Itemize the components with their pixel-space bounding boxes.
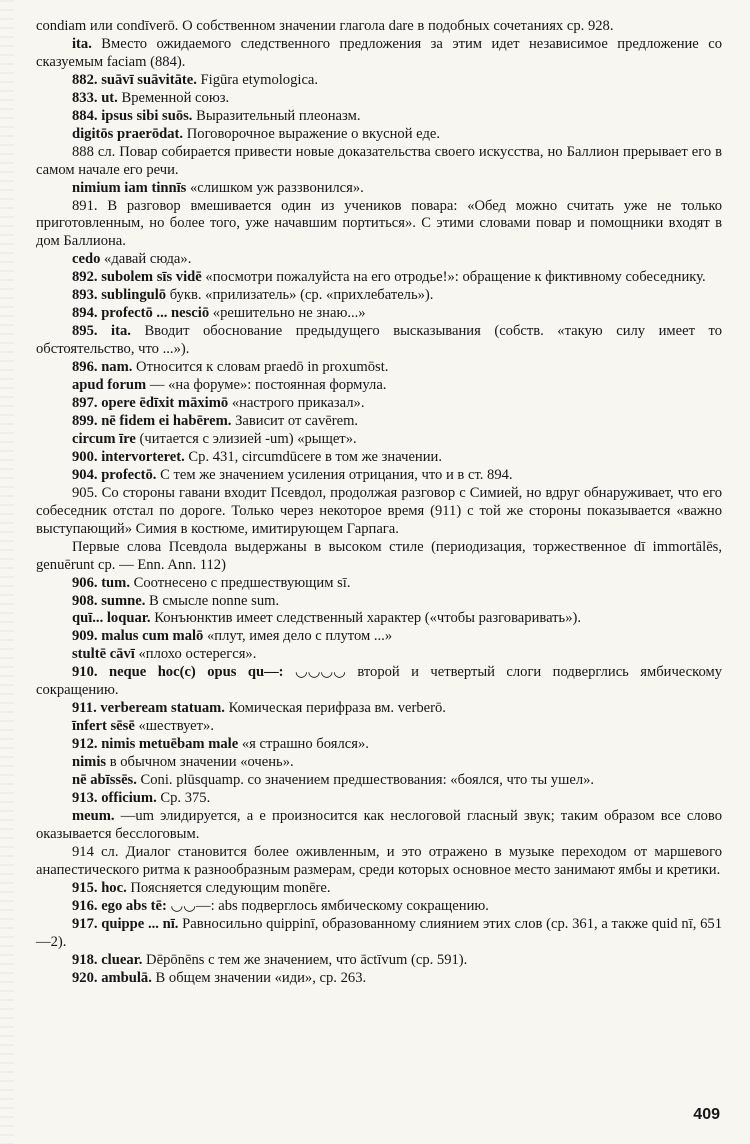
commentary-paragraph: [36, 467, 722, 485]
commentary-text-span: «плохо остерегся».: [134, 646, 257, 663]
commentary-paragraph: [36, 646, 722, 664]
commentary-text-span: Ср. 375.: [156, 789, 211, 806]
commentary-text-span: «плут, имея дело с плутом ...»: [203, 628, 393, 645]
commentary-paragraph: [36, 736, 722, 754]
commentary-paragraph: [36, 610, 722, 628]
lemma-term: cedo: [72, 251, 101, 268]
lemma-term: 884. ipsus sibi suōs.: [72, 107, 193, 124]
lemma-term: 918. cluear.: [72, 951, 143, 968]
lemma-term: 912. nimis metuēbam male: [72, 736, 239, 753]
lemma-term: 897. opere ēdīxit māximō: [72, 395, 229, 412]
commentary-text-span: Первые слова Псевдола выдержаны в высоком стиле (периодизация, торжественное dī immortālēs, genuērunt ср. — Enn. Ann. 112): [36, 538, 722, 573]
lemma-term: quī... loquar.: [72, 610, 151, 627]
commentary-text-span: «я страшно боялся».: [238, 736, 369, 753]
commentary-text-span: Вводит обоснование предыдущего высказывания (собств. «такую силу имеет то обстоятельство, что ...»).: [36, 323, 722, 358]
lemma-term: stultē cāvī: [72, 646, 135, 663]
commentary-paragraph: [36, 844, 722, 880]
commentary-paragraph: [36, 916, 722, 952]
lemma-term: 899. nē fidem ei habērem.: [72, 412, 232, 429]
lemma-term: apud forum: [72, 377, 147, 394]
commentary-text-span: В смысле nonne sum.: [145, 592, 280, 609]
lemma-term: 910. neque hoc(c) opus qu—:: [72, 664, 284, 681]
commentary-text-span: Вместо ожидаемого следственного предложения за этим идет независимое предложение со сказуемым faciam (884).: [36, 35, 722, 70]
commentary-paragraph: [36, 359, 722, 377]
commentary-text-span: —um элидируется, а е произносится как неслоговой гласный звук; таким образом все слово оказывается бесслоговым.: [36, 807, 722, 842]
commentary-paragraph: [36, 413, 722, 431]
commentary-text-span: 905. Со стороны гавани входит Псевдол, продолжая разговор с Симией, но вдруг обнаруживает, что его собеседник отстал по дороге. Только через некоторое время (911) с той же стороны показывается «важно выступающий» Симия в костюме, имитирующем Гарпага.: [36, 484, 722, 537]
lemma-term: 916. ego abs tē:: [72, 897, 167, 914]
commentary-text-span: Соотнесено с предшествующим sī.: [129, 574, 351, 591]
commentary-paragraph: [36, 539, 722, 575]
commentary-paragraph: [36, 700, 722, 718]
lemma-term: 892. subolem sīs vidē: [72, 269, 202, 286]
lemma-term: 900. intervorteret.: [72, 448, 185, 465]
commentary-paragraph: [36, 287, 722, 305]
lemma-term: 833. ut.: [72, 89, 118, 106]
commentary-text-span: (читается с элизией -um) «рыщет».: [135, 430, 357, 447]
commentary-text-span: «посмотри пожалуйста на его отродье!»: обращение к фиктивному собеседнику.: [201, 269, 706, 286]
commentary-text-span: «слишком уж раззвонился».: [186, 179, 364, 196]
commentary-paragraph: [36, 18, 722, 36]
commentary-paragraph: [36, 305, 722, 323]
commentary-paragraph: [36, 754, 722, 772]
commentary-text-span: «решительно не знаю...»: [209, 305, 366, 322]
lemma-term: 904. profectō.: [72, 466, 157, 483]
commentary-paragraph: [36, 251, 722, 269]
lemma-term: 917. quippe ... nī.: [72, 915, 179, 932]
lemma-term: nē abīssēs.: [72, 772, 137, 789]
commentary-paragraph: [36, 664, 722, 700]
commentary-paragraph: [36, 772, 722, 790]
commentary-paragraph: [36, 808, 722, 844]
commentary-text-span: ◡◡—: abs подверглось ямбическому сокращению.: [166, 897, 489, 914]
lemma-term: 908. sumne.: [72, 592, 146, 609]
commentary-text-span: Ср. 431, circumdūcere в том же значении.: [184, 448, 443, 465]
lemma-term: 893. sublingulō: [72, 287, 167, 304]
commentary-paragraph: [36, 593, 722, 611]
commentary-paragraph: [36, 144, 722, 180]
commentary-paragraph: [36, 898, 722, 916]
commentary-paragraph: [36, 126, 722, 144]
commentary-text: [36, 18, 722, 987]
commentary-paragraph: [36, 952, 722, 970]
commentary-paragraph: [36, 970, 722, 988]
commentary-text-span: Поговорочное выражение о вкусной еде.: [183, 125, 441, 142]
commentary-paragraph: [36, 180, 722, 198]
lemma-term: 920. ambulā.: [72, 969, 152, 986]
commentary-paragraph: [36, 36, 722, 72]
commentary-paragraph: [36, 323, 722, 359]
lemma-term: meum.: [72, 807, 115, 824]
commentary-text-span: Зависит от cavērem.: [231, 412, 359, 429]
commentary-text-span: 888 сл. Повар собирается привести новые доказательства своего искусства, но Баллион прерывает его в самом начале его речи.: [36, 143, 722, 178]
commentary-paragraph: [36, 108, 722, 126]
commentary-paragraph: [36, 575, 722, 593]
commentary-text-span: Относится к словам praedō in proxumōst.: [132, 359, 389, 376]
lemma-term: 896. nam.: [72, 359, 133, 376]
lemma-term: nimium iam tinnīs: [72, 179, 187, 196]
lemma-term: 895. ita.: [72, 323, 131, 340]
commentary-paragraph: [36, 395, 722, 413]
commentary-paragraph: [36, 628, 722, 646]
commentary-text-span: С тем же значением усиления отрицания, что и в ст. 894.: [156, 466, 513, 483]
margin-specks: [0, 0, 14, 1144]
commentary-text-span: Комическая перифраза вм. verberō.: [224, 700, 446, 717]
commentary-text-span: в обычном значении «очень».: [106, 754, 294, 771]
lemma-term: 882. suāvī suāvitāte.: [72, 71, 197, 88]
page-number: 409: [693, 1106, 720, 1123]
lemma-term: nimis: [72, 754, 107, 771]
commentary-text-span: 914 сл. Диалог становится более оживленным, и это отражено в музыке переходом от маршевого анапестического ритма к разнообразным размерам, среди которых основное место занимают ямбы и кретики.: [36, 843, 722, 878]
commentary-paragraph: [36, 485, 722, 539]
commentary-text-span: Временной союз.: [117, 89, 230, 106]
commentary-text-span: Конъюнктив имеет следственный характер («чтобы разговаривать»).: [150, 610, 582, 627]
commentary-paragraph: [36, 880, 722, 898]
commentary-text-span: Dēpōnēns с тем же значением, что āctīvum (ср. 591).: [142, 951, 468, 968]
commentary-paragraph: [36, 718, 722, 736]
lemma-term: 894. profectō ... nesciō: [72, 305, 210, 322]
lemma-term: 911. verbeream statuam.: [72, 700, 225, 717]
commentary-text-span: Равносильно quippinī, образованному слиянием этих слов (ср. 361, а также quid nī, 651—2).: [36, 915, 722, 950]
commentary-text-span: «шествует».: [134, 718, 214, 735]
commentary-text-span: ◡◡◡◡ второй и четвертый слоги подверглись ямбическому сокращению.: [36, 664, 722, 699]
commentary-paragraph: [36, 269, 722, 287]
lemma-term: 906. tum.: [72, 574, 130, 591]
commentary-text-span: Выразительный плеоназм.: [192, 107, 361, 124]
commentary-paragraph: [36, 198, 722, 252]
commentary-text-span: — «на форуме»: постоянная формула.: [146, 377, 387, 394]
commentary-paragraph: [36, 790, 722, 808]
commentary-text-span: «настрого приказал».: [228, 395, 365, 412]
commentary-text-span: букв. «прилизатель» (ср. «прихлебатель»).: [166, 287, 434, 304]
commentary-paragraph: [36, 449, 722, 467]
commentary-paragraph: [36, 377, 722, 395]
commentary-paragraph: [36, 90, 722, 108]
commentary-text-span: condiam или condīverō. О собственном значении глагола dare в подобных сочетаниях ср. 928.: [36, 18, 614, 34]
commentary-text-span: Coni. plūsquamp. со значением предшествования: «боялся, что ты ушел».: [136, 772, 595, 789]
commentary-text-span: «давай сюда».: [100, 251, 192, 268]
lemma-term: īnfert sēsē: [72, 718, 135, 735]
lemma-term: digitōs praerōdat.: [72, 125, 184, 142]
commentary-paragraph: [36, 72, 722, 90]
commentary-text-span: Поясняется следующим monēre.: [126, 879, 331, 896]
commentary-paragraph: [36, 431, 722, 449]
lemma-term: 915. hoc.: [72, 879, 127, 896]
commentary-text-span: В общем значении «иди», ср. 263.: [151, 969, 367, 986]
lemma-term: circum īre: [72, 430, 136, 447]
lemma-term: 909. malus cum malō: [72, 628, 204, 645]
commentary-text-span: Figūra etymologica.: [196, 71, 319, 88]
commentary-text-span: 891. В разговор вмешивается один из учеников повара: «Обед можно считать уже не только приготовленным, но более того, уже начавшим портиться». С этими словами повар и помощники входят в дом Баллиона.: [36, 197, 722, 250]
lemma-term: 913. officium.: [72, 789, 157, 806]
lemma-term: ita.: [72, 35, 92, 52]
